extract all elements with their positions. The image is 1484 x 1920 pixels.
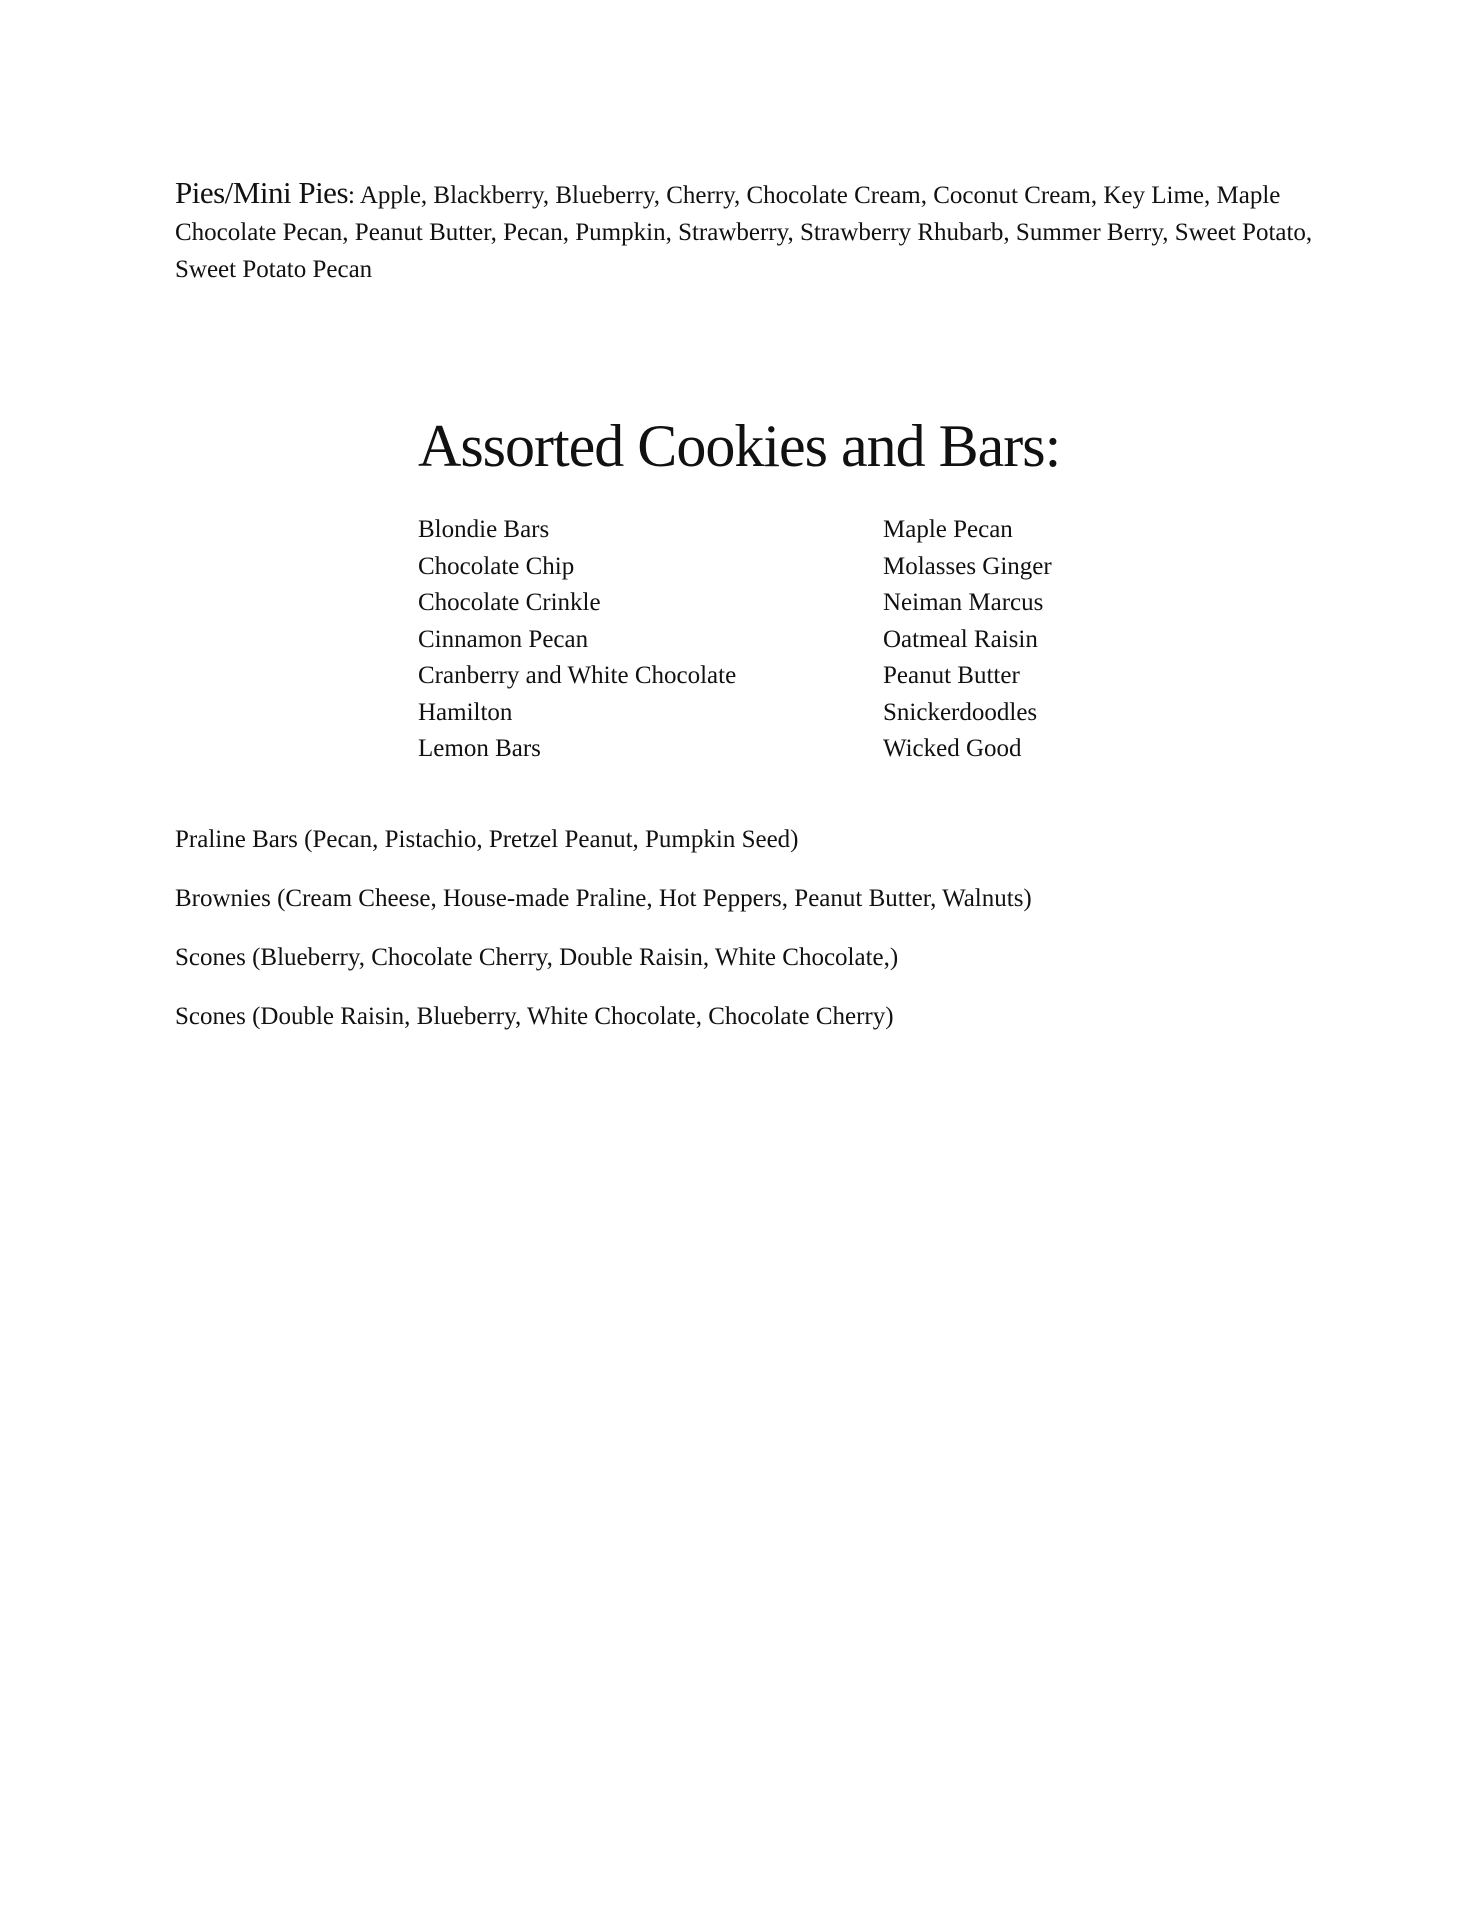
- cookie-item: Hamilton: [418, 698, 513, 726]
- cookies-right-column: [883, 512, 1052, 768]
- cookie-item: Neiman Marcus: [883, 589, 1044, 616]
- cookie-item: Peanut Butter: [883, 662, 1020, 689]
- cookie-item: Cranberry and White Chocolate: [418, 662, 737, 689]
- cookie-item: Chocolate Chip: [418, 552, 575, 580]
- pies-section: [175, 174, 1325, 288]
- pies-label: Pies/Mini Pies: [175, 175, 349, 210]
- cookie-item: Wicked Good: [883, 735, 1022, 762]
- cookies-title: Assorted Cookies and Bars:: [418, 413, 1061, 479]
- cookie-item: Oatmeal Raisin: [883, 625, 1038, 653]
- extras-item-brownies: Brownies (Cream Cheese, House-made Praline, Hot Peppers, Peanut Butter, Walnuts): [175, 885, 1032, 912]
- cookie-item: Chocolate Crinkle: [418, 589, 601, 616]
- cookie-item: Blondie Bars: [418, 516, 550, 543]
- cookies-left-column: [418, 512, 736, 768]
- extras-item-scones-alt: Scones (Double Raisin, Blueberry, White Chocolate, Chocolate Cherry): [175, 1003, 894, 1030]
- cookie-item: Maple Pecan: [883, 516, 1013, 543]
- pies-items: Apple, Blackberry, Blueberry, Cherry, Chocolate Cream, Coconut Cream, Key Lime, Maple Chocolate Pecan, Peanut Butter, Pecan, Pumpkin, Strawberry, Strawberry Rhubarb, Summer Berry, Sweet Potato, Sweet Potato Pecan: [175, 182, 1313, 283]
- cookie-item: Snickerdoodles: [883, 698, 1038, 726]
- cookie-item: Molasses Ginger: [883, 552, 1052, 580]
- extras-list: [175, 822, 1032, 1058]
- cookie-item: Cinnamon Pecan: [418, 625, 589, 653]
- extras-item-scones: Scones (Blueberry, Chocolate Cherry, Double Raisin, White Chocolate,): [175, 944, 899, 971]
- pies-separator: :: [348, 182, 355, 209]
- cookie-item: Lemon Bars: [418, 735, 541, 762]
- extras-item-praline-bars: Praline Bars (Pecan, Pistachio, Pretzel Peanut, Pumpkin Seed): [175, 826, 799, 853]
